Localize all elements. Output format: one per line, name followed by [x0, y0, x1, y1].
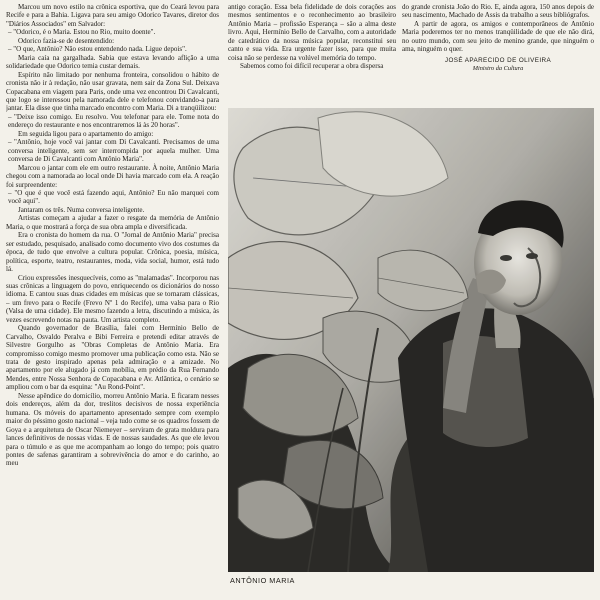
paragraph: Jantaram os três. Numa conversa inteligente. — [18, 205, 145, 214]
paragraph: Quando governador de Brasília, falei com Hermínio Bello de Carvalho, Osvaldo Peralva e Bibi Ferreira e pretendi editar através de Silvestre Gorgulho as "Obras Completas de Antônio Maria. Era compromisso comigo mesmo promover uma publicação como esta. Não se trata de gesto inspirado apenas pela admiração e a amizade. No apartamento por ele alugado já com mobília, em prédio da Rua Fernando Mendes, entre Nossa Senhora de Copacabana e Av. Atlântica, o cenário se ampliou com o bar da esquina: "Au Rond-Point". — [6, 324, 219, 392]
right-text-column — [402, 3, 594, 113]
middle-text-column — [228, 3, 396, 103]
paragraph: Espírito não limitado por nenhuma fronteira, consolidou o hábito de cronista não ir à redação, não usar gravata, nem sair da Zona Sul. Deixava Copacabana em viagem para Paris, onde uma vez encontrou Di Cavalcanti, que logo se interessou pela namorada dele e telefonou convidando-a para jantar. Ela disse que tinha marcado encontro com Maria. Di a tranqüilizou: — [6, 70, 219, 113]
paragraph: antigo coração. Essa bela fidelidade de dois corações aos mesmos sentimentos e o reconhecimento ao brasileiro Antônio Maria – profissão Esperança – são a alma deste livro. Aqui, Hermínio Bello de Carvalho, com a autoridade de catedrático da nossa música popular, reconstitui seu canto e sua vida. Era urgente fazer isso, para que muita coisa não se perdesse na volúvel memória do tempo. — [228, 3, 396, 62]
portrait-photo — [228, 108, 594, 572]
signature-role: Ministro da Cultura — [472, 65, 524, 73]
paragraph: Sabemos como foi difícil recuperar a obra dispersa — [240, 62, 384, 71]
signature-name: JOSÉ APARECIDO DE OLIVEIRA — [444, 56, 552, 64]
paragraph: – "Deixe isso comigo. Eu resolvo. Vou telefonar para ele. Tome nota do endereço do restaurante e nos encontraremos lá às 20 horas". — [8, 112, 219, 130]
left-text-column — [6, 3, 219, 598]
paragraph: Maria caía na gargalhada. Sabia que estava levando aflição a uma solidariedade que Odorico temia custar demais. — [6, 53, 219, 71]
paragraph: Artistas começam a ajudar a fazer o resgate da memória de Antônio Maria, o que mostrará a força de sua obra ampla e diversificada. — [6, 214, 219, 231]
paragraph: Marcou um novo estilo na crônica esportiva, que do Ceará levou para Recife e para a Bahia. Ligava para seu amigo Odorico Tavares, diretor dos "Diários Associados" em Salvador: — [6, 3, 219, 28]
paragraph: Criou expressões inesquecíveis, como as "malamadas". Incorporou nas suas crônicas a linguagem do povo, enriquecendo os dicionários do nosso idioma. E cantou suas duas cidades em músicas que se tornaram clássicas, – um frevo para o Recife (Frevo Nº 1 do Recife), uma valsa para o Rio (Valsa de uma cidade). Ele mesmo fazendo a letra, discutindo a música, às vezes escrevendo notas na pauta. Um artista completo. — [6, 273, 219, 324]
paragraph: – "O que, Antônio? Não estou entendendo nada. Ligue depois". — [8, 45, 187, 54]
photo-illustration — [228, 108, 594, 572]
paragraph: Marcou o jantar com ele em outro restaurante. À noite, Antônio Maria chegou com a namorada ao local onde Di havia marcado com ela. A reação foi surpreendente: — [6, 163, 219, 189]
paragraph: – "Antônio, hoje você vai jantar com Di Cavalcanti. Precisamos de uma conversa inteligente, sem ser interrompida por aquela mulher. Uma conversa de Di Cavalcanti com Antônio Maria". — [8, 138, 219, 164]
paragraph: A partir de agora, os amigos e contemporâneos de Antônio Maria poderemos ter no menos tranqüilidade de que ele não dirá, no outro mundo, com seu jeito de menino grande, que ninguém o ama, ninguém o quer. — [402, 19, 594, 54]
paragraph: Em seguida ligou para o apartamento do amigo: — [18, 129, 154, 138]
paragraph: Nesse apêndice do domicílio, morreu Antônio Maria. E ficaram nesses dois endereços, além da dor, treslitos decisivos de nossa experiência humana. Os móveis do apartamento apresentado sempre com exemplo maior do péssimo gosto nacional – veja tudo come se os quadros fossem de Goya e a arquitetura de Oscar Niemeyer – serviram de grata moldura para lances definitivos de nossas vidas. E de nossas saudades. As que ele levou para o túmulo e as que me acompanham ao longo do tempo; pois quatro pontes de safenas garantiram a sobrevivência do amor e do carinho, ao meu — [6, 391, 219, 468]
paragraph: – "Odorico, é o Maria. Estou no Rio, muito doente". — [8, 28, 156, 37]
photo-caption: ANTÔNIO MARIA — [230, 576, 295, 585]
paragraph: do grande cronista João do Rio. E, ainda agora, 150 anos depois de seu nascimento, Machado de Assis da trabalho a seus bibliógrafos. — [402, 3, 594, 20]
paragraph: Era o cronista do homem da rua. O "Jornal de Antônio Maria" precisa ser estudado, pesquisado, analisado como documento vivo dos costumes da época, de tudo que envolve a cultura popular. Crônica, poesia, música, política, esporte, teatro, restaurantes, moda, vida social, humor, está tudo lá. — [6, 231, 219, 274]
paragraph: Odorico fazia-se de desentendido: — [18, 36, 115, 45]
paragraph: – "O que é que você está fazendo aqui, Antônio? Eu não marquei com você aqui". — [8, 188, 219, 206]
